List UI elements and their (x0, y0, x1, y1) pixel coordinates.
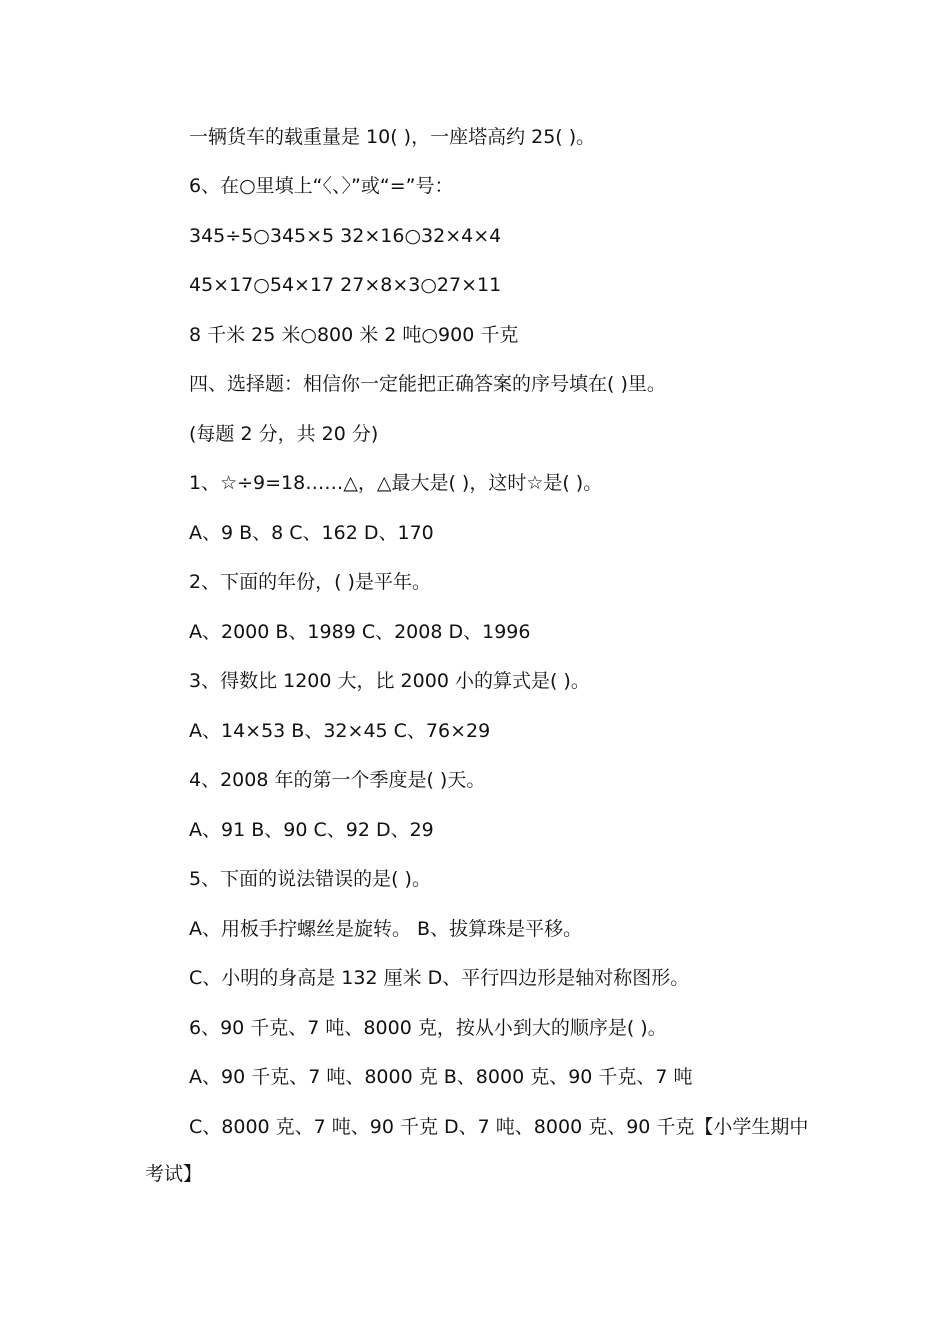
question-6: 6、90 千克、7 吨、8000 克，按从小到大的顺序是( )。 (189, 1017, 667, 1039)
question-3: 3、得数比 1200 大，比 2000 小的算式是( )。 (189, 670, 590, 692)
section-score-note: (每题 2 分，共 20 分) (189, 423, 379, 445)
question-6-options-ab: A、90 千克、7 吨、8000 克 B、8000 克、90 千克、7 吨 (189, 1066, 693, 1088)
question-5-options-ab: A、用板手拧螺丝是旋转。 B、拔算珠是平移。 (189, 918, 583, 940)
question-1: 1、☆÷9=18……△，△最大是( )，这时☆是( )。 (189, 472, 603, 494)
section-heading-choice: 四、选择题：相信你一定能把正确答案的序号填在( )里。 (189, 373, 666, 395)
text-line-1: 一辆货车的载重量是 10( )，一座塔高约 25( )。 (189, 126, 596, 148)
question-5: 5、下面的说法错误的是( )。 (189, 868, 431, 890)
question-6-options-cd: C、8000 克、7 吨、90 千克 D、7 吨、8000 克、90 千克【小学生期中 (189, 1116, 809, 1138)
question-2: 2、下面的年份，( )是平年。 (189, 571, 431, 593)
question-2-options: A、2000 B、1989 C、2008 D、1996 (189, 621, 531, 643)
question-1-options: A、9 B、8 C、162 D、170 (189, 522, 434, 544)
text-line-3: 345÷5○345×5 32×16○32×4×4 (189, 225, 502, 247)
question-4-options: A、91 B、90 C、92 D、29 (189, 819, 434, 841)
question-4: 4、2008 年的第一个季度是( )天。 (189, 769, 486, 791)
text-line-2: 6、在○里填上“〈、〉”或“=”号： (189, 175, 454, 197)
text-line-4: 45×17○54×17 27×8×3○27×11 (189, 274, 502, 296)
text-line-5: 8 千米 25 米○800 米 2 吨○900 千克 (189, 324, 519, 346)
question-5-options-cd: C、小明的身高是 132 厘米 D、平行四边形是轴对称图形。 (189, 967, 690, 989)
question-3-options: A、14×53 B、32×45 C、76×29 (189, 720, 491, 742)
question-6-options-cd-continued: 考试】 (145, 1163, 203, 1185)
